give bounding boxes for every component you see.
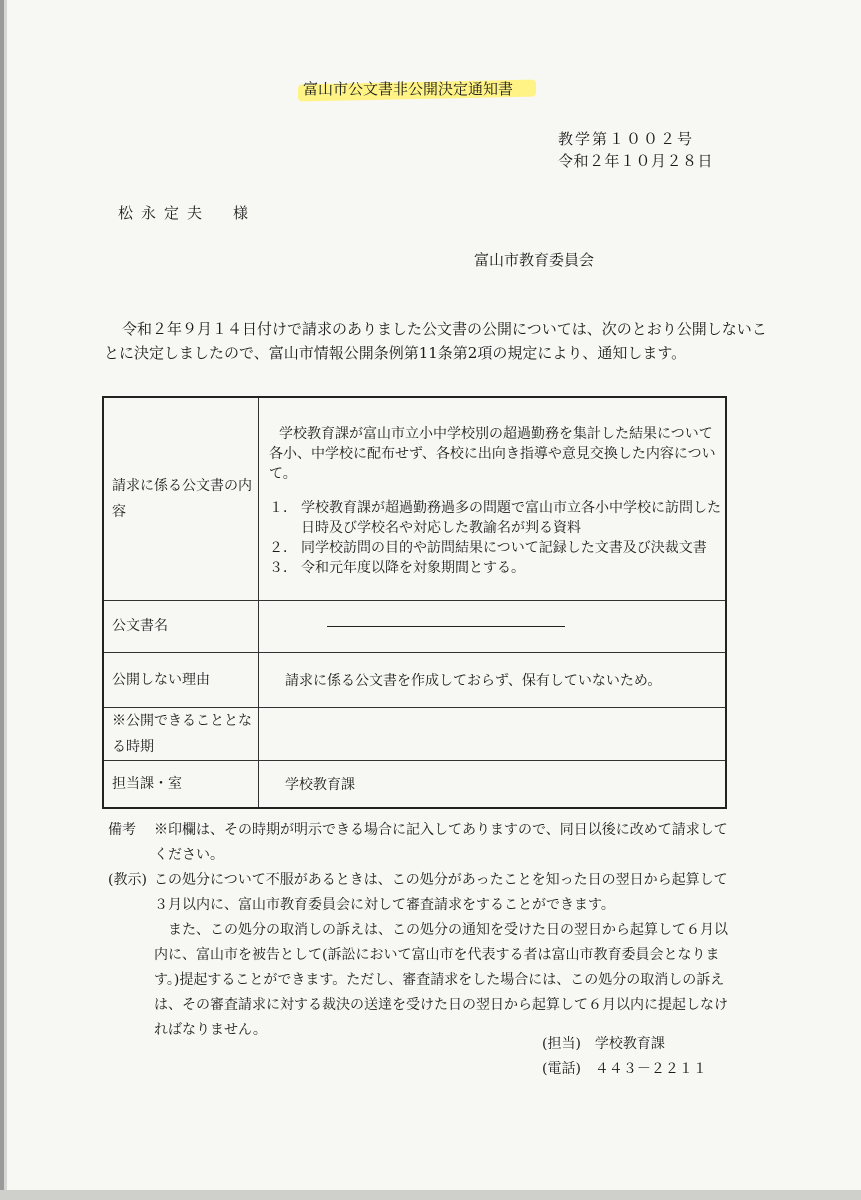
instruction-heading: (教示) [108, 872, 147, 888]
row-label-document-name: 公文書名 [103, 600, 259, 652]
page-edge-shadow [4, 0, 7, 1200]
row-label-content: 請求に係る公文書の内容 [103, 397, 259, 600]
table-row [103, 600, 726, 652]
recipient-name: 松永定夫 様 [118, 204, 257, 222]
table-row [103, 707, 726, 760]
list-item-number: ２． [269, 539, 297, 556]
contact-block [542, 1032, 707, 1082]
decision-table [102, 396, 727, 809]
row-value-document-name [259, 600, 727, 652]
row-label-disclosure-timing: ※公開できることとなる時期 [103, 707, 259, 760]
contact-phone: (電話) ４４３－２２１１ [542, 1061, 707, 1077]
contact-department: (担当) 学校教育課 [542, 1036, 665, 1052]
blank-entry-line [327, 625, 565, 627]
row-value-disclosure-timing [259, 707, 727, 760]
document-date: 令和２年１０月２８日 [558, 152, 714, 170]
content-items [269, 498, 725, 578]
intro-paragraph: 令和２年９月１４日付けで請求のありました公文書の公開については、次のとおり公開しないことに決定しましたので、富山市情報公開条例第11条第2項の規定により、通知します。 [104, 320, 767, 362]
list-item-text: 同学校訪問の目的や訪問結果について記録した文書及び決裁文書 [301, 539, 707, 556]
list-item [269, 558, 725, 578]
table-row [103, 397, 726, 600]
content-description: 学校教育課が富山市立小中学校別の超過勤務を集計した結果について各小、中学校に配布せず、各校に出向き指導や意見交換した内容について。 [269, 425, 716, 482]
table-row [103, 760, 726, 808]
remarks-text: ※印欄は、その時期が明示できる場合に記入してありますので、同日以後に改めて請求してください。 [154, 822, 728, 863]
remarks-heading: 備考 [108, 822, 136, 838]
row-value-content [259, 397, 727, 600]
list-item-number: ３． [269, 559, 297, 576]
row-value-reason: 請求に係る公文書を作成しておらず、保有していないため。 [259, 652, 727, 707]
instruction-paragraph-1: この処分について不服があるときは、この処分があったことを知った日の翌日から起算して３月以内に、富山市教育委員会に対して審査請求をすることができます。 [154, 872, 728, 913]
page-bottom-edge [0, 1190, 861, 1200]
instruction-paragraph-2: また、この処分の取消しの訴えは、この処分の通知を受けた日の翌日から起算して６月以内に、富山市を被告として(訴訟において富山市を代表する者は富山市教育委員会となります。)提起することができます。ただし、審査請求をした場合には、この処分の取消しの訴えは、その審査請求に対する裁決の送達を受けた日の翌日から起算して６月以内に提起しなければなりません。 [154, 922, 728, 1038]
notes-section [108, 818, 728, 1043]
row-label-reason: 公開しない理由 [103, 652, 259, 707]
instruction-note [108, 868, 728, 1043]
list-item-text: 令和元年度以降を対象期間とする。 [301, 559, 525, 576]
remarks-note [108, 818, 728, 868]
list-item-number: １． [269, 499, 297, 516]
document-title: 富山市公文書非公開決定通知書 [303, 80, 514, 98]
document-number: 教学第１００２号 [558, 130, 695, 148]
table-row [103, 652, 726, 707]
issuer-name: 富山市教育委員会 [474, 251, 595, 269]
list-item [269, 538, 725, 558]
list-item-text: 学校教育課が超過勤務過多の問題で富山市立各小中学校に訪問した日時及び学校名や対応した教諭名が判る資料 [301, 499, 721, 536]
list-item [269, 498, 725, 538]
row-label-department: 担当課・室 [103, 760, 259, 808]
row-value-department: 学校教育課 [259, 760, 727, 808]
instruction-body [154, 868, 728, 1043]
